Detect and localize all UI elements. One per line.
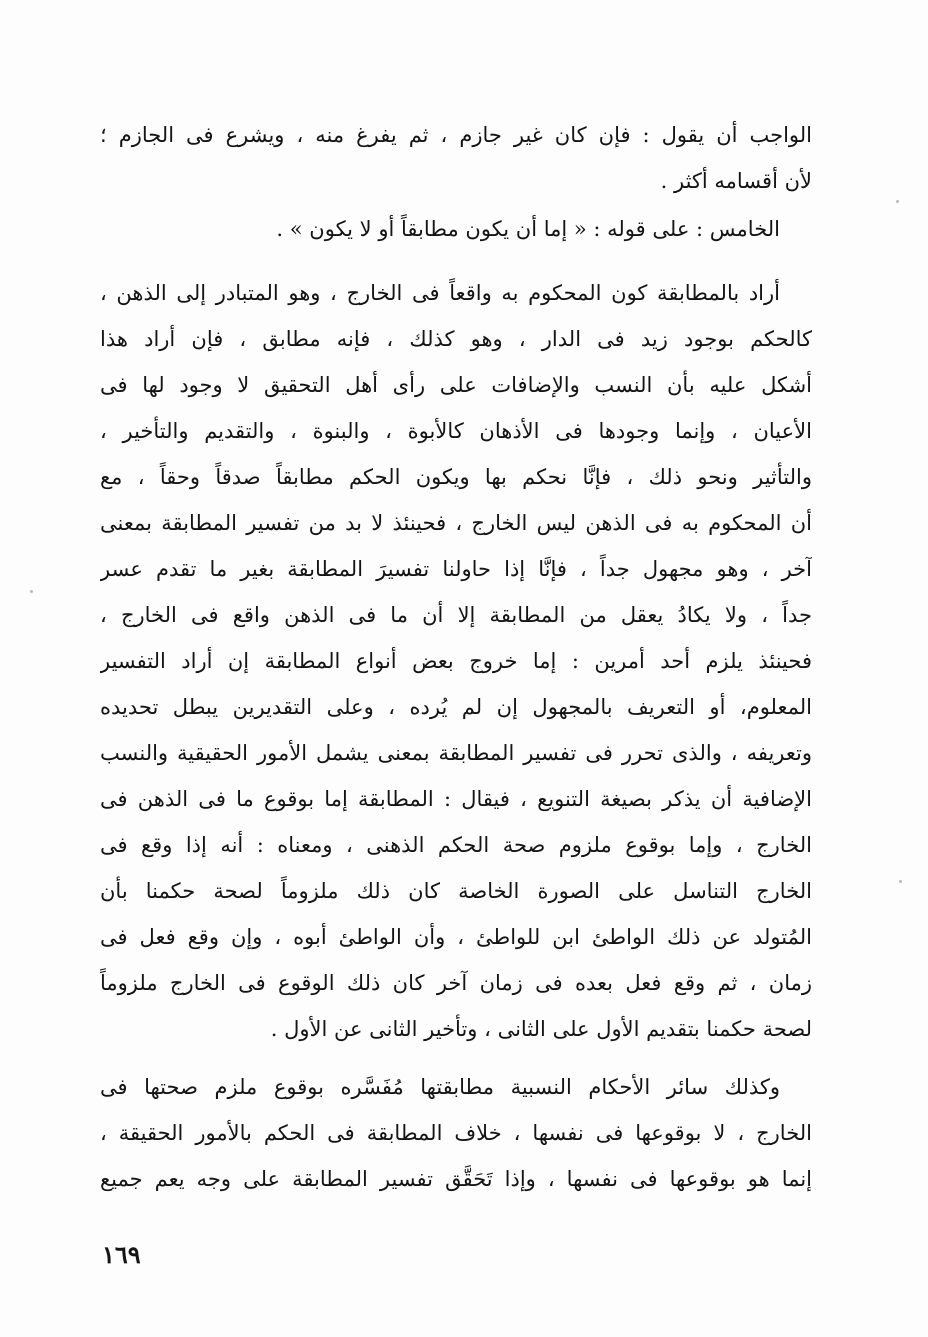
text-line: الأعيان ، وإنما وجودها فى الأذهان كالأبوة ، والبنوة ، والتقديم والتأخير ، [100,419,812,443]
text-line: وتعريفه ، والذى تحرر فى تفسير المطابقة بمعنى يشمل الأمور الحقيقية والنسب [100,741,812,765]
text-line: الخامس : على قوله : « إما أن يكون مطابقاً أو لا يكون » . [276,217,780,241]
text-line: الخارج ، لا بوقوعها فى نفسها ، خلاف المطابقة فى الحكم بالأمور الحقيقة ، [100,1121,812,1145]
text-line: المُتولد عن ذلك الواطئ ابن للواطئ ، وأن الواطئ أبوه ، وإن وقع فعل فى [100,925,812,949]
text-line: لصحة حكمنا بتقديم الأول على الثانى ، وتأخير الثانى عن الأول . [270,1017,812,1041]
text-line: لأن أقسامه أكثر . [660,169,812,193]
text-line: الخارج التناسل على الصورة الخاصة كان ذلك ملزوماً لصحة حكمنا بأن [100,879,812,903]
text-line: أشكل عليه بأن النسب والإضافات على رأى أهل التحقيق لا وجود لها فى [100,373,812,397]
text-line: المعلوم، أو التعريف بالمجهول إن لم يُرده ، وعلى التقديرين يبطل تحديده [100,695,812,719]
text-line: الخارج ، وإما بوقوع ملزوم صحة الحكم الذهنى ، ومعناه : أنه إذا وقع فى [100,833,812,857]
paragraph-2 [100,206,812,252]
text-line: كالحكم بوجود زيد فى الدار ، وهو كذلك ، فإنه مطابق ، فإن أراد هذا [100,327,812,351]
text-line: أن المحكوم به فى الذهن ليس الخارج ، فحينئذ لا بد من تفسير المطابقة بمعنى [100,511,812,535]
text-line: إنما هو بوقوعها فى نفسها ، وإذا تَحَقَّق تفسير المطابقة على وجه يعم جميع [100,1167,812,1191]
text-line: الإضافية أن يذكر بصيغة التنويع ، فيقال : المطابقة إما بوقوع ما فى الذهن فى [100,787,812,811]
paragraph-4 [100,1064,812,1202]
scan-speck [30,590,33,593]
paragraph-3 [100,270,812,1052]
text-line: فحينئذ يلزم أحد أمرين : إما خروج بعض أنواع المطابقة إن أراد التفسير [100,649,812,673]
scan-speck [899,880,902,883]
text-line: وكذلك سائر الأحكام النسبية مطابقتها مُفَسَّره بوقوع ملزم صحتها فى [100,1075,780,1099]
text-line: آخر ، وهو مجهول جداً ، فإنَّا إذا حاولنا تفسيرَ المطابقة بغير ما تقدم عسر [100,557,812,581]
text-line: زمان ، ثم وقع فعل بعده فى زمان آخر كان ذلك الوقوع فى الخارج ملزوماً [100,971,812,995]
text-line: الواجب أن يقول : فإن كان غير جازم ، ثم يفرغ منه ، ويشرع فى الجازم ؛ [100,123,812,147]
text-line: والتأثير ونحو ذلك ، فإنَّا نحكم بها ويكون الحكم مطابقاً صدقاً وحقاً ، مع [100,465,812,489]
text-line: أراد بالمطابقة كون المحكوم به واقعاً فى الخارج ، وهو المتبادر إلى الذهن ، [100,281,780,305]
paragraph-1 [100,112,812,204]
scan-speck [896,200,899,203]
page-number: ١٦٩ [102,1240,141,1269]
text-line: جداً ، ولا يكادُ يعقل من المطابقة إلا أن ما فى الذهن واقع فى الخارج ، [100,603,812,627]
